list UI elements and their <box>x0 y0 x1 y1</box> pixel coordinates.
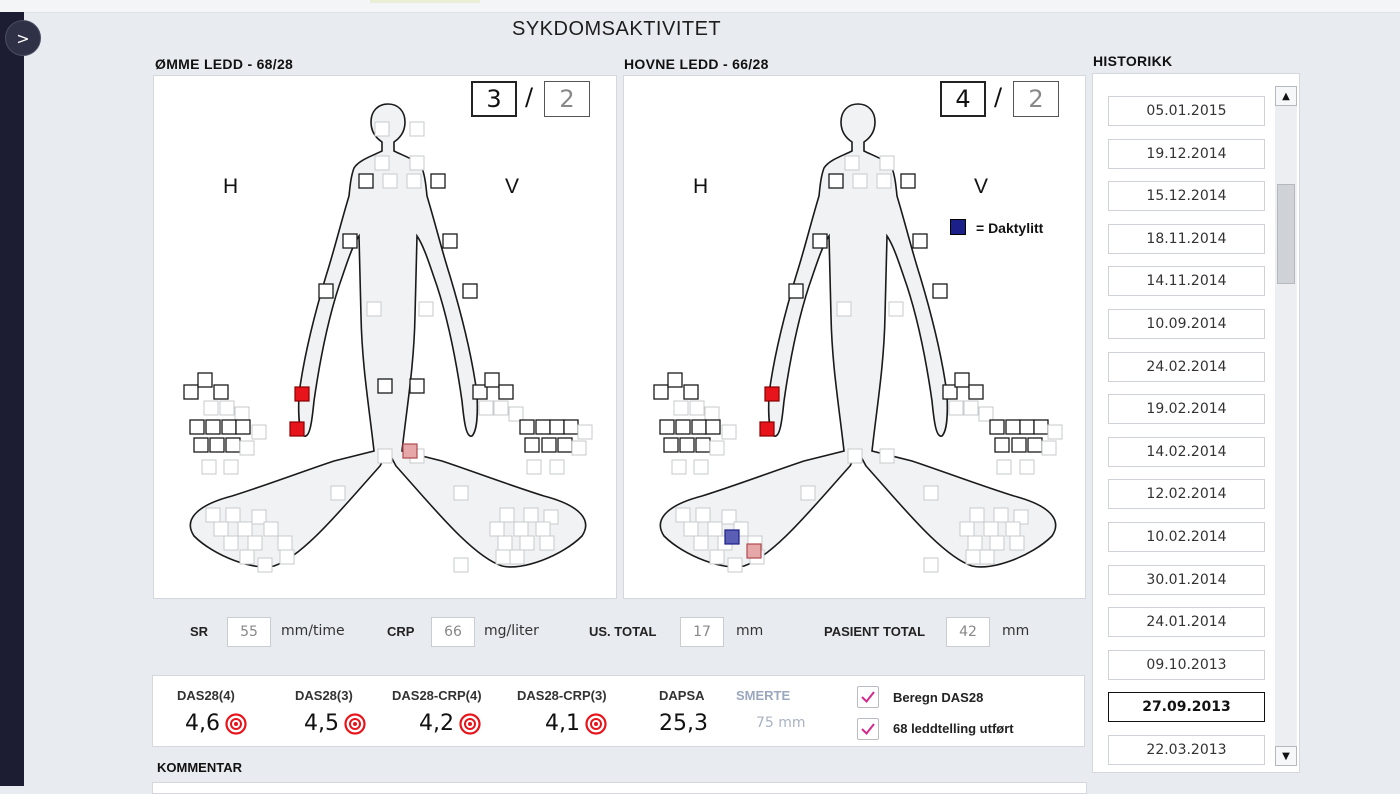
us-total-label: US. TOTAL <box>589 624 657 639</box>
joint-marker[interactable] <box>966 550 980 564</box>
das28-3-value: 4,5 <box>304 711 339 736</box>
body-diagram <box>624 76 1087 600</box>
patient-total-label: PASIENT TOTAL <box>824 624 926 639</box>
joint-marker[interactable] <box>500 508 514 522</box>
history-date-item[interactable]: 15.12.2014 <box>1108 181 1265 211</box>
joint-marker[interactable] <box>1006 420 1020 434</box>
pain-value: 75 mm <box>756 715 806 731</box>
joint-marker[interactable] <box>525 438 539 452</box>
sr-label: SR <box>190 624 209 639</box>
joint-marker[interactable] <box>1042 441 1056 455</box>
joint-marker[interactable] <box>558 438 572 452</box>
joint-marker[interactable] <box>498 536 512 550</box>
joint-marker[interactable] <box>206 420 220 434</box>
joint-marker[interactable] <box>969 385 983 399</box>
scroll-up-icon[interactable]: ▲ <box>1275 86 1297 106</box>
target-icon[interactable] <box>344 713 366 735</box>
joint-marker[interactable] <box>419 302 433 316</box>
joint-marker[interactable] <box>331 486 345 500</box>
joint-marker[interactable] <box>578 425 592 439</box>
joint-marker[interactable] <box>690 401 704 415</box>
sr-input[interactable]: 55 <box>227 617 271 647</box>
joint-marker[interactable] <box>845 156 859 170</box>
joint-marker[interactable] <box>924 558 938 572</box>
scroll-down-icon[interactable]: ▼ <box>1275 746 1297 766</box>
joint-marker[interactable] <box>1012 438 1026 452</box>
dactylitis-legend-text: = Daktylitt <box>976 220 1044 236</box>
joint-marker[interactable] <box>684 522 698 536</box>
joint-marker[interactable] <box>258 558 272 572</box>
joint-marker[interactable] <box>248 536 262 550</box>
body-outline <box>190 104 585 567</box>
joint-marker[interactable] <box>224 536 238 550</box>
joint-marker[interactable] <box>710 441 724 455</box>
swollen-count-ref: 2 <box>1013 81 1059 117</box>
swollen-count-slash: / <box>994 83 1003 111</box>
history-date-item[interactable]: 12.02.2014 <box>1108 479 1265 509</box>
joint-marker[interactable] <box>252 425 266 439</box>
us-total-input[interactable]: 17 <box>680 617 724 647</box>
joint-marker[interactable] <box>1028 438 1042 452</box>
joint-marker[interactable] <box>235 407 249 421</box>
joint-marker[interactable] <box>705 407 719 421</box>
joint-marker[interactable] <box>880 449 894 463</box>
body-outline <box>660 104 1055 567</box>
dapsa-label: DAPSA <box>659 688 705 703</box>
active-tab-marker <box>370 0 480 3</box>
joint-marker[interactable] <box>206 508 220 522</box>
joint-marker[interactable] <box>1048 425 1062 439</box>
joint-marker[interactable] <box>1020 420 1034 434</box>
tender-count-slash: / <box>525 83 534 111</box>
crp-label: CRP <box>387 624 415 639</box>
joint-marker[interactable] <box>226 438 240 452</box>
joint-marker[interactable] <box>654 385 668 399</box>
joint-count-checkbox[interactable] <box>857 718 879 740</box>
patient-total-input[interactable]: 42 <box>946 617 990 647</box>
history-date-item[interactable]: 24.01.2014 <box>1108 607 1265 637</box>
joint-marker[interactable] <box>889 302 903 316</box>
joint-marker[interactable] <box>367 302 381 316</box>
joint-marker[interactable] <box>536 522 550 536</box>
joint-marker[interactable] <box>479 401 493 415</box>
joint-marker[interactable] <box>550 460 564 474</box>
joint-marker[interactable] <box>949 401 963 415</box>
das28-crp-3-label: DAS28-CRP(3) <box>517 688 607 703</box>
joint-marker[interactable] <box>509 407 523 421</box>
joint-marker[interactable] <box>343 234 357 248</box>
joint-marker[interactable] <box>210 438 224 452</box>
target-icon[interactable] <box>225 713 247 735</box>
dactylitis-marker[interactable] <box>725 530 739 544</box>
crp-input[interactable]: 66 <box>431 617 475 647</box>
joint-marker[interactable] <box>970 508 984 522</box>
left-side-label: V <box>974 175 989 198</box>
joint-marker[interactable] <box>407 174 421 188</box>
joint-marker[interactable] <box>660 420 674 434</box>
joint-marker[interactable] <box>1010 536 1024 550</box>
joint-marker[interactable] <box>536 420 550 434</box>
swollen-joints-label: HOVNE LEDD - 66/28 <box>624 56 769 72</box>
joint-marker[interactable] <box>431 174 445 188</box>
joint-marker[interactable] <box>454 558 468 572</box>
joint-marker[interactable] <box>194 438 208 452</box>
joint-marker[interactable] <box>710 550 724 564</box>
joint-marker[interactable] <box>202 460 216 474</box>
target-icon[interactable] <box>585 713 607 735</box>
joint-marker[interactable] <box>443 234 457 248</box>
joint-marker[interactable] <box>222 420 236 434</box>
scrollbar-thumb[interactable] <box>1277 184 1295 284</box>
history-date-item[interactable]: 05.01.2015 <box>1108 96 1265 126</box>
joint-marker[interactable] <box>572 441 586 455</box>
joint-marker-tender-light[interactable] <box>403 444 417 458</box>
crp-unit: mg/liter <box>484 623 539 639</box>
checkmark-icon <box>858 687 878 707</box>
history-date-item[interactable]: 09.10.2013 <box>1108 650 1265 680</box>
joint-marker[interactable] <box>837 302 851 316</box>
joint-marker-tender[interactable] <box>290 422 304 436</box>
joint-marker[interactable] <box>672 460 686 474</box>
joint-marker[interactable] <box>880 156 894 170</box>
history-date-item[interactable]: 10.02.2014 <box>1108 522 1265 552</box>
joint-count-label: 68 leddtelling utført <box>893 721 1014 736</box>
das28-crp-3-value: 4,1 <box>545 711 580 736</box>
joint-marker[interactable] <box>485 373 499 387</box>
joint-marker[interactable] <box>520 536 534 550</box>
page-title: SYKDOMSAKTIVITET <box>512 18 722 40</box>
joint-marker[interactable] <box>542 438 556 452</box>
joint-marker[interactable] <box>1034 420 1048 434</box>
tender-count: 3 <box>471 81 517 117</box>
joint-marker[interactable] <box>238 522 252 536</box>
das28-4-label: DAS28(4) <box>177 688 235 703</box>
joint-marker[interactable] <box>564 420 578 434</box>
joint-marker[interactable] <box>706 420 720 434</box>
joint-marker[interactable] <box>829 174 843 188</box>
patient-total-unit: mm <box>1002 623 1030 639</box>
joint-marker[interactable] <box>378 449 392 463</box>
joint-marker[interactable] <box>514 522 528 536</box>
joint-marker[interactable] <box>226 508 240 522</box>
comment-input[interactable] <box>152 782 1087 794</box>
calc-das28-checkbox[interactable] <box>857 686 879 708</box>
joint-marker[interactable] <box>410 122 424 136</box>
joint-marker[interactable] <box>801 486 815 500</box>
joint-marker[interactable] <box>204 401 218 415</box>
joint-marker[interactable] <box>692 420 706 434</box>
history-date-item[interactable]: 24.02.2014 <box>1108 352 1265 382</box>
joint-marker[interactable] <box>990 420 1004 434</box>
joint-marker[interactable] <box>955 373 969 387</box>
history-date-item[interactable]: 27.09.2013 <box>1108 692 1265 722</box>
joint-marker[interactable] <box>877 174 891 188</box>
joint-marker[interactable] <box>968 536 982 550</box>
joint-marker[interactable] <box>198 373 212 387</box>
history-date-item[interactable]: 18.11.2014 <box>1108 224 1265 254</box>
joint-marker[interactable] <box>375 156 389 170</box>
joint-marker[interactable] <box>696 438 710 452</box>
joint-marker[interactable] <box>813 234 827 248</box>
joint-marker[interactable] <box>454 486 468 500</box>
right-side-label: H <box>223 175 239 198</box>
joint-marker[interactable] <box>264 522 278 536</box>
joint-marker[interactable] <box>524 508 538 522</box>
joint-marker[interactable] <box>994 508 1008 522</box>
dactylitis-legend-swatch <box>950 219 966 235</box>
joint-marker[interactable] <box>236 420 250 434</box>
joint-marker[interactable] <box>496 550 510 564</box>
history-date-item[interactable]: 10.09.2014 <box>1108 309 1265 339</box>
history-panel <box>1092 73 1300 773</box>
tender-joints-panel[interactable] <box>153 75 617 599</box>
joint-marker[interactable] <box>789 284 803 298</box>
joint-marker[interactable] <box>853 174 867 188</box>
das28-crp-4-value: 4,2 <box>419 711 454 736</box>
history-date-item[interactable]: 14.02.2014 <box>1108 437 1265 467</box>
joint-marker[interactable] <box>979 407 993 421</box>
joint-marker[interactable] <box>499 385 513 399</box>
joint-marker-swollen[interactable] <box>760 422 774 436</box>
das28-4-value: 4,6 <box>185 711 220 736</box>
joint-marker[interactable] <box>319 284 333 298</box>
das28-3-label: DAS28(3) <box>295 688 353 703</box>
sr-unit: mm/time <box>281 623 345 639</box>
joint-marker[interactable] <box>490 522 504 536</box>
body-diagram <box>154 76 618 600</box>
joint-marker[interactable] <box>463 284 477 298</box>
history-label: HISTORIKK <box>1093 53 1173 69</box>
joint-marker[interactable] <box>980 550 994 564</box>
swollen-count: 4 <box>940 81 986 117</box>
joint-marker[interactable] <box>984 522 998 536</box>
joint-marker[interactable] <box>510 550 524 564</box>
joint-marker[interactable] <box>383 174 397 188</box>
left-sidebar <box>0 12 24 786</box>
joint-marker[interactable] <box>696 508 710 522</box>
joint-marker[interactable] <box>1006 522 1020 536</box>
joint-marker[interactable] <box>924 486 938 500</box>
joint-marker[interactable] <box>933 284 947 298</box>
joint-marker[interactable] <box>527 460 541 474</box>
pain-label: SMERTE <box>736 688 791 703</box>
joint-marker[interactable] <box>375 122 389 136</box>
joint-marker[interactable] <box>410 379 424 393</box>
joint-marker[interactable] <box>278 536 292 550</box>
tender-count-ref: 2 <box>544 81 590 117</box>
joint-marker[interactable] <box>280 550 294 564</box>
joint-marker[interactable] <box>378 379 392 393</box>
history-date-item[interactable]: 19.12.2014 <box>1108 139 1265 169</box>
joint-marker-swollen[interactable] <box>765 387 779 401</box>
joint-marker[interactable] <box>674 401 688 415</box>
joint-marker[interactable] <box>240 441 254 455</box>
joint-marker[interactable] <box>694 460 708 474</box>
joint-marker-tender[interactable] <box>295 387 309 401</box>
history-date-item[interactable]: 19.02.2014 <box>1108 394 1265 424</box>
joint-marker[interactable] <box>901 174 915 188</box>
expand-sidebar-button[interactable]: > <box>5 20 41 56</box>
calc-das28-label: Beregn DAS28 <box>893 690 984 705</box>
joint-marker[interactable] <box>550 420 564 434</box>
joint-marker[interactable] <box>410 156 424 170</box>
joint-marker[interactable] <box>359 174 373 188</box>
joint-marker[interactable] <box>1020 460 1034 474</box>
joint-marker[interactable] <box>694 536 708 550</box>
joint-marker[interactable] <box>722 425 736 439</box>
us-total-unit: mm <box>736 623 764 639</box>
history-date-item[interactable]: 14.11.2014 <box>1108 266 1265 296</box>
history-date-item[interactable]: 22.03.2013 <box>1108 735 1265 765</box>
joint-marker[interactable] <box>224 460 238 474</box>
tender-joints-label: ØMME LEDD - 68/28 <box>155 56 294 72</box>
history-date-item[interactable]: 30.01.2014 <box>1108 565 1265 595</box>
left-side-label: V <box>505 175 520 198</box>
swollen-joints-panel[interactable] <box>623 75 1086 599</box>
joint-marker[interactable] <box>913 234 927 248</box>
target-icon[interactable] <box>459 713 481 735</box>
joint-marker[interactable] <box>214 522 228 536</box>
comment-label: KOMMENTAR <box>157 760 242 775</box>
joint-marker[interactable] <box>684 385 698 399</box>
checkmark-icon <box>858 719 878 739</box>
joint-marker[interactable] <box>676 420 690 434</box>
joint-marker[interactable] <box>668 373 682 387</box>
dapsa-value: 25,3 <box>659 711 708 736</box>
joint-marker[interactable] <box>964 401 978 415</box>
right-side-label: H <box>693 175 709 198</box>
joint-marker[interactable] <box>220 401 234 415</box>
joint-marker[interactable] <box>990 536 1004 550</box>
joint-marker[interactable] <box>708 522 722 536</box>
joint-marker[interactable] <box>240 550 254 564</box>
joint-marker[interactable] <box>728 558 742 572</box>
joint-marker[interactable] <box>214 385 228 399</box>
joint-marker[interactable] <box>848 449 862 463</box>
joint-marker[interactable] <box>520 420 534 434</box>
joint-marker[interactable] <box>184 385 198 399</box>
joint-marker[interactable] <box>664 438 678 452</box>
joint-marker[interactable] <box>997 460 1011 474</box>
joint-marker[interactable] <box>494 401 508 415</box>
score-panel <box>152 675 1085 747</box>
joint-marker-swollen-light[interactable] <box>747 544 761 558</box>
joint-marker[interactable] <box>960 522 974 536</box>
joint-marker[interactable] <box>995 438 1009 452</box>
joint-marker[interactable] <box>676 508 690 522</box>
joint-marker[interactable] <box>540 536 554 550</box>
das28-crp-4-label: DAS28-CRP(4) <box>392 688 482 703</box>
joint-marker[interactable] <box>680 438 694 452</box>
joint-marker[interactable] <box>190 420 204 434</box>
top-strip <box>0 0 1400 13</box>
